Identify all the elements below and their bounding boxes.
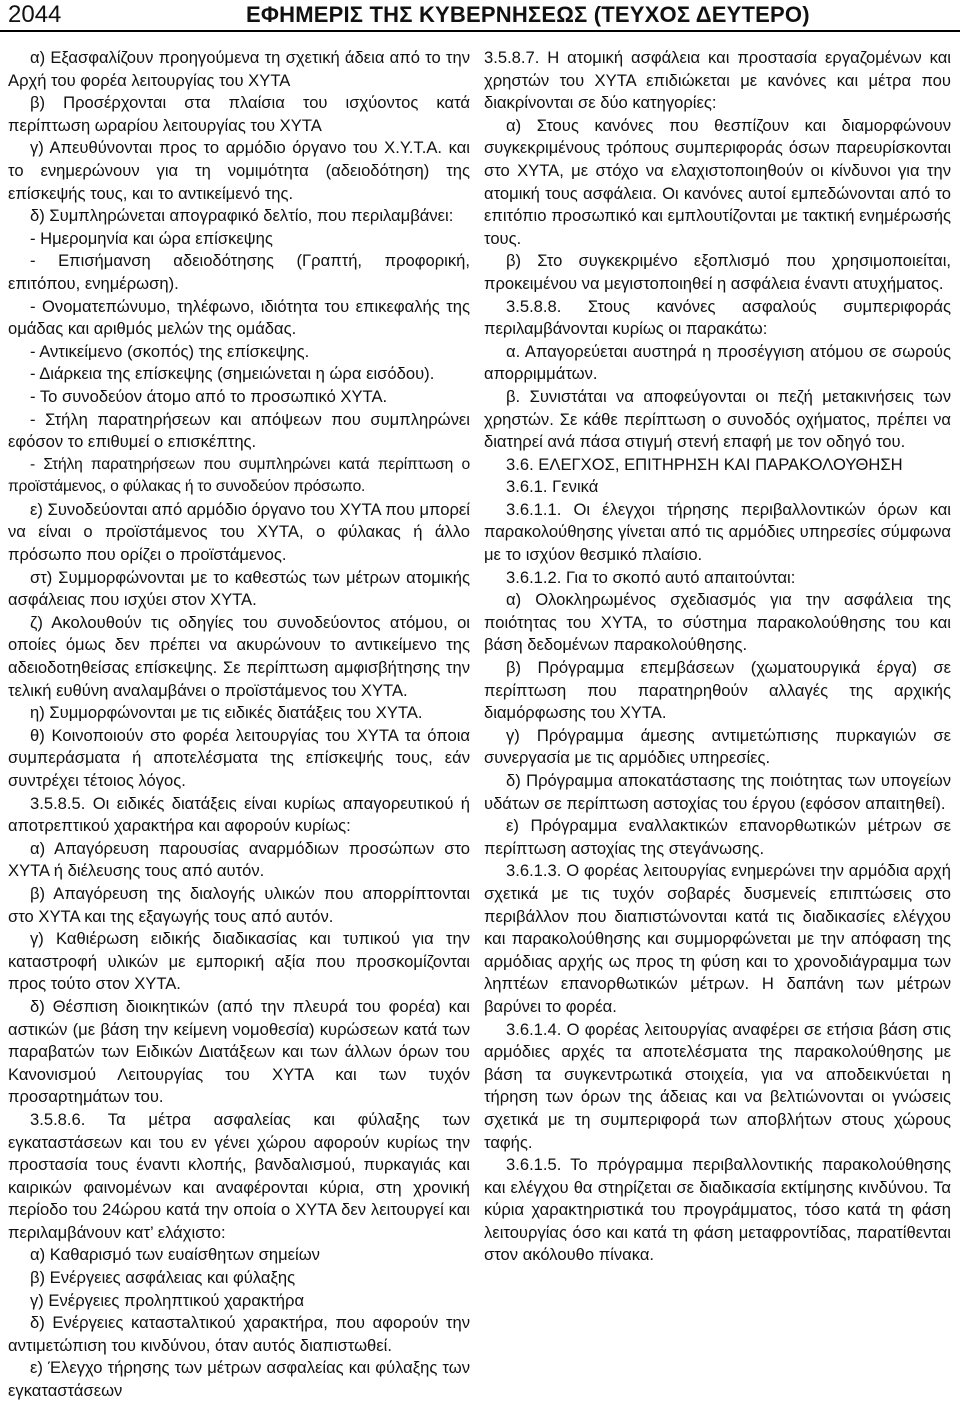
paragraph: γ) Ενέργειες προληπτικού χαρακτήρα — [30, 1290, 305, 1310]
right-column — [484, 47, 951, 1267]
paragraph: 3.5.8.8. Στους κανόνες ασφαλούς συμπεριφοράς περιλαμβάνονται κυρίως οι παρακάτω: — [484, 296, 951, 339]
journal-title: ΕΦΗΜΕΡΙΣ ΤΗΣ ΚΥΒΕΡΝΗΣΕΩΣ (ΤΕΥΧΟΣ ΔΕΥΤΕΡΟ) — [246, 2, 810, 27]
paragraph: ζ) Ακολουθούν τις οδηγίες του συνοδεύοντος ατόμου, οι οποίες όμως δεν πρέπει να ακυρώνουν το αντικείμενο της αδειοδοτηθείσας επίσκεψης. Σε περίπτωση αμφισβήτησης την τελική ευθύνη αναλαμβάνει ο προϊστάμενος του ΧΥΤΑ. — [8, 612, 470, 700]
paragraph: η) Συμμορφώνονται με τις ειδικές διατάξεις του ΧΥΤΑ. — [30, 703, 423, 723]
paragraph: - Ημερομηνία και ώρα επίσκεψης — [30, 228, 273, 248]
paragraph: 3.5.8.5. Οι ειδικές διατάξεις είναι κυρίως απαγορευτικού ή αποτρεπτικού χαρακτήρα και αφορούν κυρίως: — [8, 793, 470, 836]
paragraph: 3.6.1.4. Ο φορέας λειτουργίας αναφέρει σε ετήσια βάση στις αρμόδιες αρχές τα αποτελέσματα της παρακολούθησης με βάση τα συγκεντρωτικά στοιχεία, για να αποδεικνύεται η τήρηση των όρων της άδειας και να βελτιώνονται οι γνώσεις σχετικά με τη συμπεριφορά των αποβλήτων στους χώρους ταφής. — [484, 1019, 951, 1152]
header-rule — [0, 30, 960, 32]
paragraph: - Το συνοδεύον άτομο από το προσωπικό ΧΥΤΑ. — [30, 386, 388, 406]
paragraph: β) Ενέργειες ασφάλειας και φύλαξης — [30, 1268, 296, 1288]
paragraph: β) Απαγόρευση της διαλογής υλικών που απορρίπτονται στο ΧΥΤΑ και της εξαγωγής τους από αυτόν. — [8, 883, 470, 926]
paragraph: γ) Απευθύνονται προς το αρμόδιο όργανο του Χ.Υ.Τ.Α. και το ενημερώνουν για τη νομιμότητα (αδειοδότηση) της επίσκεψής τους, και το αντικείμενό της. — [8, 138, 470, 203]
page-number: 2044 — [8, 1, 62, 28]
paragraph: α) Καθαρισμό των ευαίσθητων σημείων — [30, 1245, 320, 1265]
paragraph: ε) Πρόγραμμα εναλλακτικών επανορθωτικών μέτρων σε περίπτωση αστοχίας της στεγάνωσης. — [484, 816, 951, 858]
paragraph: δ) Θέσπιση διοικητικών (από την πλευρά του φορέα) και αστικών (με βάση την κείμενη νομοθεσία) κυρώσεων κατά των παραβατών των Ειδικών Διατάξεων και των άλλων όρων του Κανονισμού Λειτουργίας του ΧΥΤΑ και των τυχόν προσαρτημάτων του. — [8, 996, 470, 1107]
paragraph: 3.5.8.6. Τα μέτρα ασφαλείας και φύλαξης των εγκαταστάσεων και του εν γένει χώρου αφορούν κυρίως την προστασία τους έναντι κλοπής, βανδαλισμού, πυρκαγιάς και καιρικών φαινομένων και αναφέρονται κύρια, στη χρονική περίοδο του 24ώρου κατά την οποία ο ΧΥΤΑ δεν λειτουργεί και περιλαμβάνουν κατ’ ελάχιστο: — [8, 1109, 470, 1242]
paragraph: 3.6.1.3. Ο φορέας λειτουργίας ενημερώνει την αρμόδια αρχή σχετικά με τις τυχόν σοβαρές δυσμενείς επιπτώσεις στο περιβάλλον που διαπιστώνονται κατά τις διαδικασίες ελέγχου και παρακολούθησης και συμμορφώνεται με την απόφαση της αρμόδιας αρχής ως προς τη φύση και το χρονοδιάγραμμα των ληπτέων επανορθωτικών μέτρων. Η δαπάνη των μέτρων βαρύνει το φορέα. — [484, 861, 951, 1016]
paragraph: ε) Έλεγχο τήρησης των μέτρων ασφαλείας και φύλαξης των εγκαταστάσεων — [8, 1358, 470, 1401]
section-heading: 3.6. ΕΛΕΓΧΟΣ, ΕΠΙΤΗΡΗΣΗ ΚΑΙ ΠΑΡΑΚΟΛΟΥΘΗΣΗ — [506, 454, 903, 474]
paragraph: δ) Ενέργειες καταστaλτικού χαρακτήρα, που αφορούν την αντιμετώπιση του κινδύνου, όταν αυτός διαπιστωθεί. — [8, 1313, 470, 1355]
paragraph: - Αντικείμενο (σκοπός) της επίσκεψης. — [30, 341, 310, 361]
left-column — [8, 47, 470, 1403]
paragraph: α. Απαγορεύεται αυστηρά η προσέγγιση ατόμου σε σωρούς απορριμμάτων. — [484, 341, 951, 384]
paragraph: β. Συνιστάται να αποφεύγονται οι πεζή μετακινήσεις των χρηστών. Σε κάθε περίπτωση ο συνοδός οχήματος, πρέπει να διατηρεί ανά πάσα στιγμή στενή επαφή με τον οδηγό του. — [484, 386, 951, 452]
paragraph: γ) Πρόγραμμα άμεσης αντιμετώπισης πυρκαγιών σε συνεργασία με τις αρμόδιες υπηρεσίες. — [484, 725, 951, 768]
paragraph: δ) Συμπληρώνεται απογραφικό δελτίο, που περιλαμβάνει: — [30, 206, 454, 226]
paragraph: δ) Πρόγραμμα αποκατάστασης της ποιότητας των υπογείων υδάτων σε περίπτωση αστοχίας του έργου (εφόσον απαιτηθεί). — [484, 771, 951, 813]
paragraph: - Στήλη παρατηρήσεων που συμπληρώνει κατά περίπτωση ο προϊστάμενος, ο φύλακας ή το συνοδεύον πρόσωπο. — [8, 455, 470, 496]
paragraph: ε) Συνοδεύονται από αρμόδιο όργανο του ΧΥΤΑ που μπορεί να είναι ο προϊστάμενος του ΧΥΤΑ, ο φύλακας ή άλλο πρόσωπο που ορίζει ο προϊστάμενος. — [8, 499, 470, 565]
paragraph: 3.6.1.5. Το πρόγραμμα περιβαλλοντικής παρακολούθησης και ελέγχου θα στηρίζεται σε διαδικασία εκτίμησης κινδύνου. Τα κύρια χαρακτηριστικά του προγράμματος, τόσο κατά τη φάση λειτουργίας όσο και κατά τη φάση μεταφροντίδας, παρατίθενται στον ακόλουθο πίνακα. — [484, 1155, 951, 1265]
subsection-heading: 3.6.1. Γενικά — [506, 477, 599, 497]
paragraph: α) Ολοκληρωμένος σχεδιασμός για την ασφάλεια της ποιότητας του ΧΥΤΑ, το σύστημα παρακολούθησης του και βάση δεδομένων παρακολούθησης. — [484, 590, 951, 655]
paragraph: β) Προσέρχονται στα πλαίσια του ισχύοντος κατά περίπτωση ωραρίου λειτουργίας του ΧΥΤΑ — [8, 93, 470, 135]
paragraph: θ) Κοινοποιούν στο φορέα λειτουργίας του ΧΥΤΑ τα όποια συμπεράσματα ή αποτελέσματα της επίσκεψής τους, εάν συντρέχει τέτοιος λόγος. — [8, 725, 470, 790]
paragraph: - Επισήμανση αδειοδότησης (Γραπτή, προφορική, επιτόπου, ενημέρωση). — [8, 251, 470, 293]
paragraph: στ) Συμμορφώνονται με το καθεστώς των μέτρων ατομικής ασφάλειας που ισχύει στον ΧΥΤΑ. — [8, 567, 470, 610]
paragraph: γ) Καθιέρωση ειδικής διαδικασίας και τυπικού για την καταστροφή υλικών με εμπορική αξία που προσκομίζονται προς τούτο στον ΧΥΤΑ. — [8, 929, 470, 994]
paragraph: 3.6.1.2. Για το σκοπό αυτό απαιτούνται: — [506, 567, 796, 587]
paragraph: β) Στο συγκεκριμένο εξοπλισμό που χρησιμοποιείται, προκειμένου να μεγιστοποιηθεί η ασφάλεια έναντι ατυχήματος. — [484, 251, 951, 293]
paragraph: - Διάρκεια της επίσκεψης (σημειώνεται η ώρα εισόδου). — [30, 364, 435, 384]
page-header — [0, 0, 960, 30]
paragraph: 3.5.8.7. Η ατομική ασφάλεια και προστασία εργαζομένων και χρηστών του ΧΥΤΑ επιδιώκεται με κανόνες και μέτρα που διακρίνονται σε δύο κατηγορίες: — [484, 48, 951, 113]
paragraph: α) Εξασφαλίζουν προηγούμενα τη σχετική άδεια από το την Αρχή του φορέα λειτουργίας του ΧΥΤΑ — [8, 48, 470, 90]
paragraph: β) Πρόγραμμα επεμβάσεων (χωματουργικά έργα) σε περίπτωση που παρατηρηθούν αλλαγές της αρχικής διαμόρφωσης του ΧΥΤΑ. — [484, 658, 951, 723]
paragraph: α) Στους κανόνες που θεσπίζουν και διαμορφώνουν συγκεκριμένους τρόπους συμπεριφοράς όσων παρευρίσκονται στο ΧΥΤΑ, με στόχο να ελαχιστοποιηθούν οι κίνδυνοι για την ατομική τους ασφάλεια. Οι κανόνες αυτοί εμπεδώνονται από το επιτόπιο προσωπικό και εμπλουτίζονται με τακτική ενημέρωσής τους. — [484, 115, 951, 248]
paragraph: - Στήλη παρατηρήσεων και απόψεων που συμπληρώνει εφόσον το επιθυμεί ο επισκέπτης. — [8, 409, 470, 452]
paragraph: α) Απαγόρευση παρουσίας αναρμόδιων προσώπων στο ΧΥΤΑ ή διέλευσης τους από αυτόν. — [8, 838, 470, 881]
paragraph: - Ονοματεπώνυμο, τηλέφωνο, ιδιότητα του επικεφαλής της ομάδας και αριθμός μελών της ομάδας. — [8, 296, 470, 339]
paragraph: 3.6.1.1. Οι έλεγχοι τήρησης περιβαλλοντικών όρων και παρακολούθησης γίνεται από τις αρμόδιες υπηρεσίες σύμφωνα με το ισχύον θεσμικό πλαίσιο. — [484, 499, 951, 565]
